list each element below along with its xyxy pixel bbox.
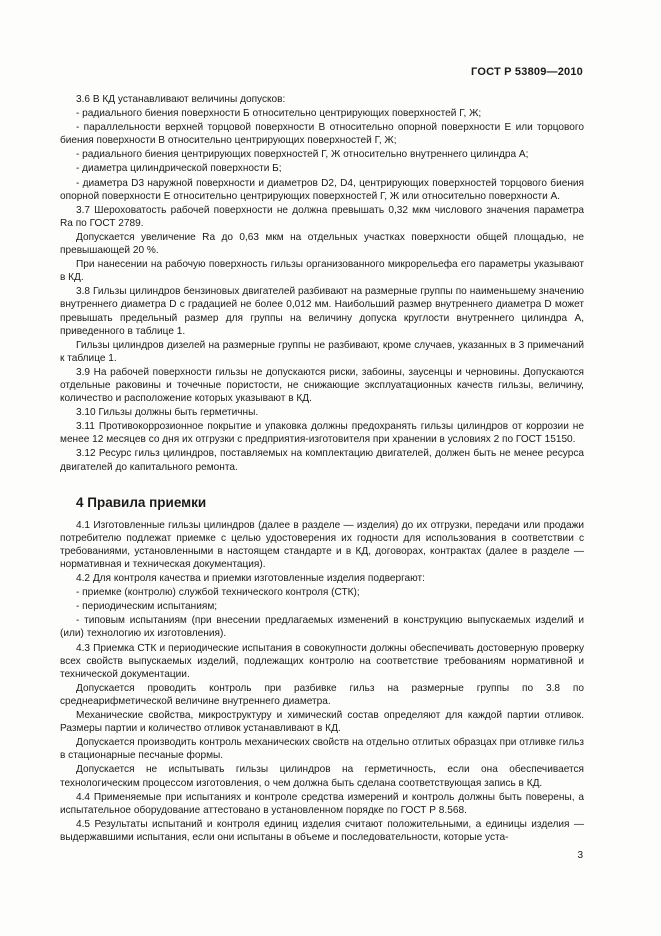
list-item: - диаметра цилиндрической поверхности Б;: [76, 163, 282, 175]
paragraph: Допускается увеличение Ra до 0,63 мкм на отдельных участках поверхности общей площадью, не превышающей 20 %.: [60, 231, 584, 257]
list-item: - приемке (контролю) службой технического контроля (СТК);: [76, 587, 360, 599]
clause-3-6: 3.6 В КД устанавливают величины допусков:: [76, 94, 286, 105]
paragraph: Допускается проводить контроль при разбивке гильз на размерные группы по 3.8 по среднеарифметической величине внутреннего диаметра.: [60, 682, 584, 707]
clause-3-10: 3.10 Гильзы должны быть герметичны.: [76, 407, 259, 419]
paragraph: Допускается производить контроль механических свойств на отдельно отлитых образцах при отливке гильз в стационарные песчаные формы.: [60, 737, 584, 762]
list-item: - радиального биения центрирующих поверхностей Г, Ж относительно внутреннего цилиндра А;: [76, 149, 529, 161]
paragraph: При нанесении на рабочую поверхность гильзы организованного микрорельефа его параметры указывают в КД.: [60, 259, 584, 284]
clause-3-12: 3.12 Ресурс гильз цилиндров, поставляемых на комплектацию двигателей, должен быть не менее ресурса двигателей до капитального ремонта.: [60, 448, 584, 473]
clause-4-3: 4.3 Приемка СТК и периодические испытания в совокупности должны обеспечивать достоверную проверку всех свойств выпускаемых изделий, подлежащих контролю на соответствие требованиям нормативной и технической документации.: [60, 642, 584, 680]
section-4-heading: 4 Правила приемки: [76, 494, 207, 510]
clause-3-9: 3.9 На рабочей поверхности гильзы не допускаются риски, забоины, заусенцы и черновины. Допускаются отдельные раковины и точечные пористости, не снижающие эксплуатационных качеств гильзы, величину, количество и расположение которых указывают в КД.: [60, 366, 584, 405]
clause-3-8: 3.8 Гильзы цилиндров бензиновых двигателей разбивают на размерные группы по наименьшему значению внутреннего диаметра D с градацией не более 0,012 мм. Наибольший размер внутреннего диаметра D может превышать предельный размер для группы на величину допуска круглости внутреннего цилиндра А, приведенного в таблице 1.: [60, 286, 584, 337]
clause-4-4: 4.4 Применяемые при испытаниях и контроле средства измерений и контроль должны быть поверены, а испытательное оборудование аттестовано в установленном порядке по ГОСТ Р 8.568.: [60, 791, 584, 816]
list-item: - радиального биения поверхности Б относительно центрирующих поверхностей Г, Ж;: [76, 108, 482, 120]
page-content: [60, 93, 584, 845]
clause-3-11: 3.11 Противокоррозионное покрытие и упаковка должны предохранять гильзы цилиндров от коррозии не менее 12 месяцев со дня их отгрузки с предприятия-изготовителя при хранении в условиях 2 по ГОСТ 15150.: [60, 421, 584, 446]
document-header: ГОСТ Р 53809—2010: [471, 66, 583, 78]
clause-4-5: 4.5 Результаты испытаний и контроля единиц изделия считают положительными, а единицы изделия — выдержавшими испытания, если они испытаны в объеме и последовательности, которые уста-: [60, 818, 584, 843]
paragraph: Гильзы цилиндров дизелей на размерные группы не разбивают, кроме случаев, указанных в 3 примечаний к таблице 1.: [60, 339, 584, 364]
paragraph: Механические свойства, микроструктуру и химический состав определяют для каждой партии отливок. Размеры партии и количество отливок устанавливают в КД.: [60, 710, 584, 735]
list-item: - типовым испытаниям (при внесении предлагаемых изменений в конструкцию выпускаемых изделий и (или) технологию их изготовления).: [60, 615, 584, 640]
paragraph: Допускается не испытывать гильзы цилиндров на герметичность, если она обеспечивается технологическим процессом изготовления, о чем должна быть сделана соответствующая запись в КД.: [60, 764, 584, 789]
list-item: - периодическим испытаниям;: [76, 601, 218, 613]
page-number: 3: [577, 850, 583, 861]
clause-4-1: 4.1 Изготовленные гильзы цилиндров (далее в разделе — изделия) до их отгрузки, передачи или продажи потребителю подлежат приемке с целью удостоверения их годности для использования в соответствии с требованиями, установленными в настоящем стандарте и в КД, договорах, контрактах (далее в разделе — нормативная и техническая документация).: [60, 519, 584, 570]
clause-3-7: 3.7 Шероховатость рабочей поверхности не должна превышать 0,32 мкм числового значения параметра Ra по ГОСТ 2789.: [60, 204, 584, 229]
list-item: - параллельности верхней торцовой поверхности В относительно опорной поверхности Е или торцового биения поверхности В относительно центрирующих поверхностей Г, Ж;: [60, 122, 584, 147]
clause-4-2: 4.2 Для контроля качества и приемки изготовленные изделия подвергают:: [76, 573, 425, 585]
list-item: - диаметра D3 наружной поверхности и диаметров D2, D4, центрирующих поверхностей торцового биения опорной поверхности Е относительно центрирующих поверхностей Г, Ж или относительно поверхности А.: [60, 177, 584, 202]
